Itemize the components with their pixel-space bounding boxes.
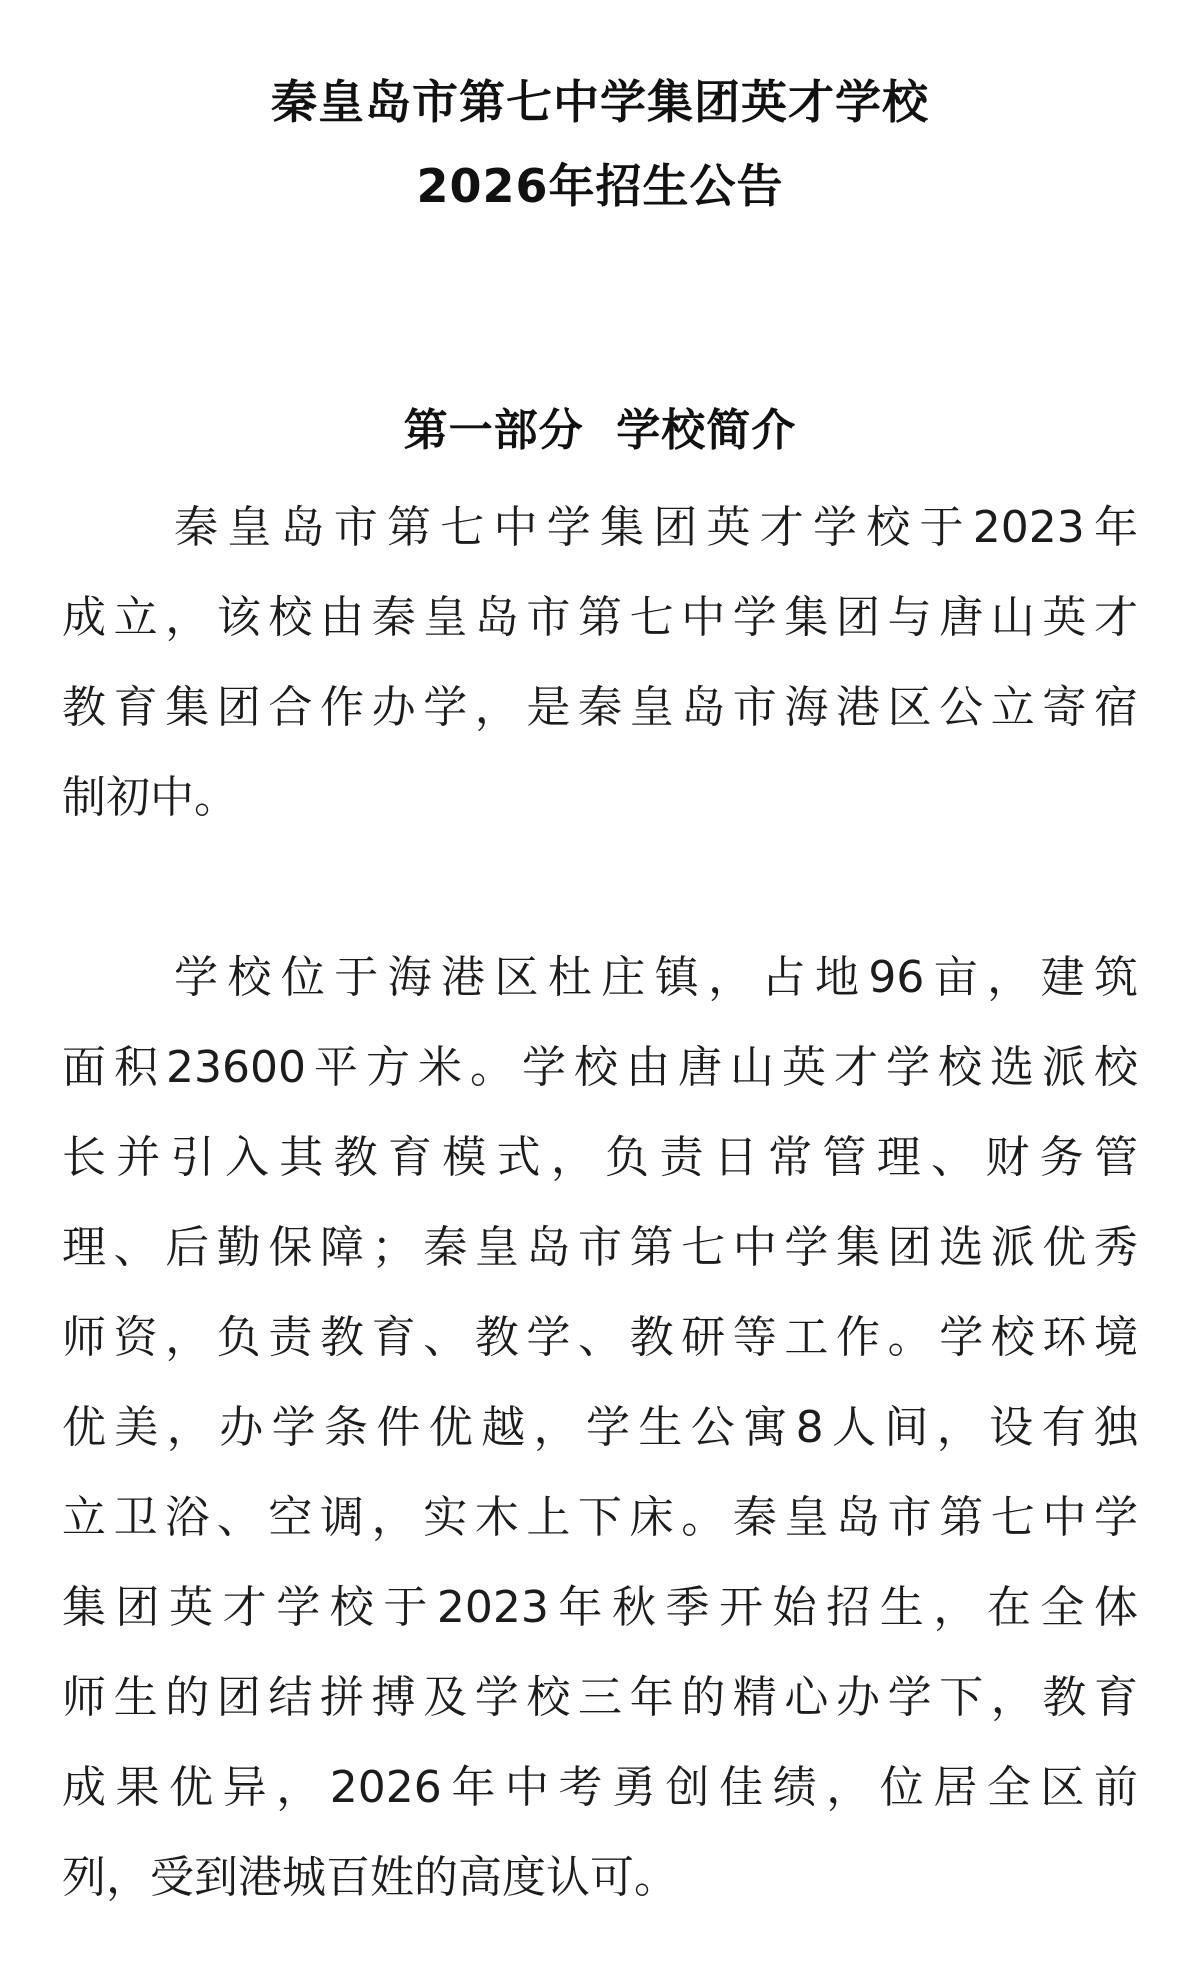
paragraph-1-line: 教育集团合作办学，是秦皇岛市海港区公立寄宿 (62, 682, 1138, 733)
paragraph-2-line: 师生的团结拼搏及学校三年的精心办学下，教育 (62, 1672, 1138, 1723)
document-subtitle: 2026年招生公告 (416, 159, 784, 213)
paragraph-2-line: 优美，办学条件优越，学生公寓8人间，设有独 (62, 1402, 1138, 1453)
paragraph-2-line: 立卫浴、空调，实木上下床。秦皇岛市第七中学 (62, 1492, 1138, 1543)
paragraph-2-line: 列，受到港城百姓的高度认可。 (62, 1852, 678, 1903)
paragraph-2-line: 面积23600平方米。学校由唐山英才学校选派校 (62, 1042, 1138, 1093)
paragraph-1-line: 成立，该校由秦皇岛市第七中学集团与唐山英才 (62, 592, 1138, 643)
section-heading: 第一部分 学校简介 (403, 405, 797, 456)
document-title: 秦皇岛市第七中学集团英才学校 (271, 75, 929, 129)
paragraph-2-line: 师资，负责教育、教学、教研等工作。学校环境 (62, 1312, 1138, 1363)
paragraph-1-line: 秦皇岛市第七中学集团英才学校于2023年 (174, 502, 1138, 553)
paragraph-2-line: 长并引入其教育模式，负责日常管理、财务管 (62, 1132, 1138, 1183)
paragraph-1-line: 制初中。 (62, 772, 238, 823)
paragraph-2-line: 成果优异，2026年中考勇创佳绩，位居全区前 (62, 1762, 1138, 1813)
paragraph-2-line: 集团英才学校于2023年秋季开始招生，在全体 (62, 1582, 1138, 1633)
paragraph-2-line: 学校位于海港区杜庄镇，占地96亩，建筑 (174, 952, 1138, 1003)
paragraph-2-line: 理、后勤保障；秦皇岛市第七中学集团选派优秀 (62, 1222, 1138, 1273)
